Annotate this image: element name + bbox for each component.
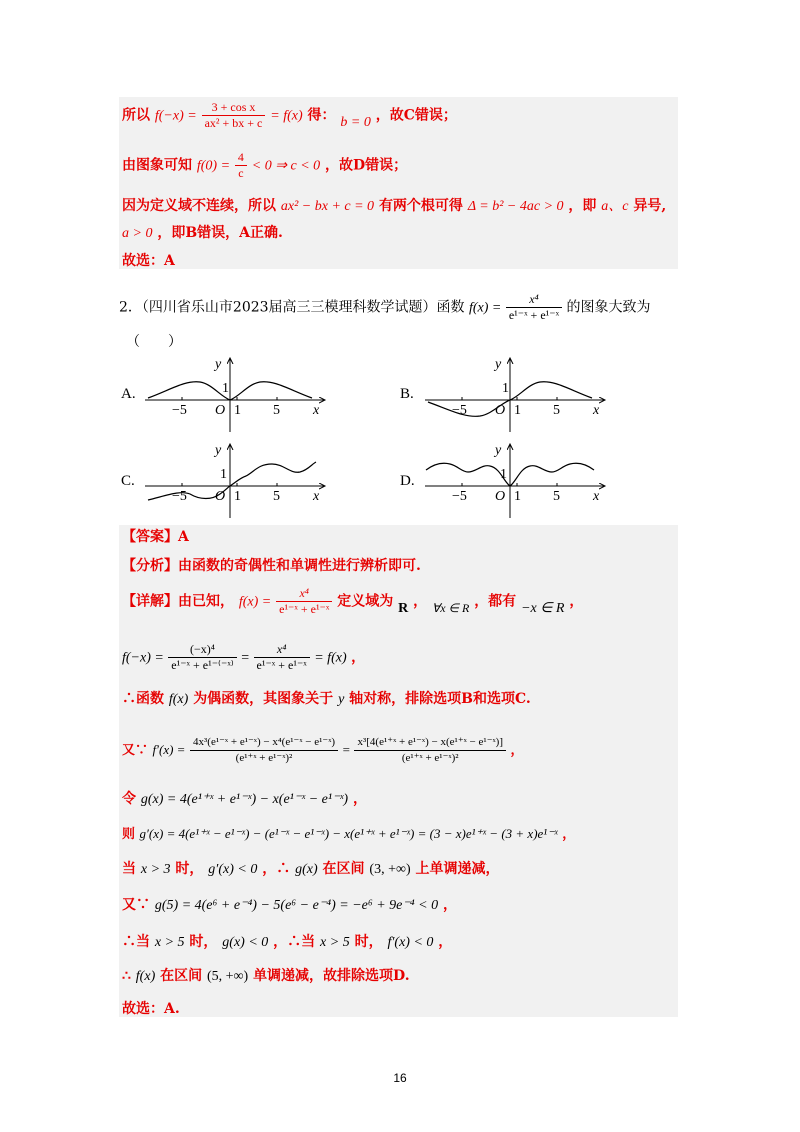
origin-label: O bbox=[495, 489, 506, 504]
x-tick-1: 1 bbox=[514, 403, 521, 418]
option-b-label[interactable]: B. bbox=[400, 386, 414, 402]
fraction-numerator: x⁴ bbox=[276, 642, 287, 656]
text: 轴对称，排除选项B和选项C. bbox=[349, 691, 531, 707]
fraction-numerator: 4 bbox=[237, 150, 244, 164]
x-label: x bbox=[593, 403, 600, 418]
option-c-label[interactable]: C. bbox=[121, 473, 135, 489]
text: ∴函数 bbox=[122, 691, 164, 707]
text: ，∴ bbox=[262, 861, 291, 877]
detail-line-6 bbox=[122, 825, 575, 844]
text: 为偶函数，其图象关于 bbox=[193, 691, 334, 707]
origin-label: O bbox=[215, 403, 226, 418]
text: 又∵ bbox=[122, 743, 149, 758]
math: y bbox=[338, 692, 345, 707]
analysis-line: 【分析】由函数的奇偶性和单调性进行辨析即可. bbox=[122, 558, 421, 574]
detail-line-10 bbox=[122, 967, 410, 986]
detail-line-8 bbox=[122, 896, 457, 915]
x-tick-1: 1 bbox=[234, 489, 241, 504]
math: f′(x) = bbox=[152, 742, 186, 757]
text: ， bbox=[442, 897, 457, 913]
y-label: y bbox=[215, 357, 222, 372]
math: −x ∈ R bbox=[521, 600, 565, 616]
text: ，即B错误，A正确. bbox=[157, 225, 283, 241]
text: 在区间 bbox=[160, 968, 203, 984]
solution-line-4 bbox=[122, 224, 283, 243]
text: 上单调递减， bbox=[415, 861, 500, 877]
fraction bbox=[276, 586, 332, 617]
math: g(x) < 0 bbox=[222, 935, 269, 950]
math: x > 3 bbox=[140, 862, 171, 877]
math: = bbox=[241, 650, 250, 666]
fraction bbox=[506, 292, 562, 323]
fraction-denominator: (e¹⁺ˣ + e¹⁻ˣ)² bbox=[354, 750, 506, 766]
text: ， bbox=[351, 649, 366, 666]
fraction-denominator: ax² + bx + c bbox=[202, 115, 266, 131]
option-d-label[interactable]: D. bbox=[400, 473, 415, 489]
fraction-denominator: e¹⁻ˣ + e¹⁻⁽⁻ˣ⁾ bbox=[168, 657, 236, 673]
graph-option-c bbox=[140, 438, 330, 518]
text: 【详解】由已知， bbox=[122, 593, 234, 610]
x-tick-1: 1 bbox=[514, 489, 521, 504]
math: < 0 ⇒ c < 0 bbox=[251, 158, 321, 174]
math: f(x) bbox=[168, 692, 189, 707]
fraction-denominator: e¹⁻ˣ + e¹⁻ˣ bbox=[254, 657, 310, 673]
fraction-denominator: c bbox=[235, 165, 247, 181]
math: g(5) = 4(e⁶ + e⁻⁴) − 5(e⁶ − e⁻⁴) = −e⁶ + 9e⁻⁴ < 0 bbox=[154, 898, 439, 913]
detail-line-7 bbox=[122, 860, 499, 879]
math: f(x) bbox=[135, 969, 156, 984]
math: g′(x) = 4(e¹⁺ˣ − e¹⁻ˣ) − (e¹⁻ˣ − e¹⁻ˣ) − x(e¹⁺ˣ + e¹⁻ˣ) = (3 − x)e¹⁺ˣ − (3 + x)e¹⁻ˣ bbox=[139, 826, 558, 841]
x-label: x bbox=[313, 489, 320, 504]
math: f(−x) = bbox=[154, 108, 197, 124]
math: ax² − bx + c = 0 bbox=[280, 199, 375, 214]
math: g′(x) < 0 bbox=[208, 862, 258, 877]
text: 在区间 bbox=[322, 861, 365, 877]
math: f(−x) = bbox=[122, 650, 164, 666]
math: g(x) = 4(e¹⁺ˣ + e¹⁻ˣ) − x(e¹⁻ˣ − e¹⁻ˣ) bbox=[140, 792, 349, 807]
math: ∀x ∈ R bbox=[431, 600, 470, 615]
math: = f(x) bbox=[314, 650, 347, 666]
text: ，∴当 bbox=[273, 934, 316, 950]
option-a-label[interactable]: A. bbox=[121, 386, 136, 402]
answer-line: 【答案】A bbox=[122, 529, 189, 545]
x-tick-5: 5 bbox=[553, 489, 560, 504]
solution-line-5: 故选：A bbox=[122, 253, 175, 269]
y-label: y bbox=[495, 357, 502, 372]
x-tick-5: 5 bbox=[273, 489, 280, 504]
text: 令 bbox=[122, 791, 136, 807]
text: 有两个根可得 bbox=[378, 198, 463, 214]
fraction bbox=[202, 100, 266, 131]
question-text: 的图象大致为 bbox=[566, 299, 651, 316]
x-tick-1: 1 bbox=[234, 403, 241, 418]
y-tick-1: 1 bbox=[222, 381, 229, 396]
fraction-numerator: x⁴ bbox=[299, 586, 309, 600]
text: ， bbox=[562, 827, 576, 842]
math: (3, +∞) bbox=[369, 862, 411, 877]
text: ， bbox=[352, 791, 367, 807]
text: 因为定义域不连续，所以 bbox=[122, 198, 276, 214]
detail-line-4 bbox=[122, 735, 524, 766]
text: 异号, bbox=[633, 198, 667, 214]
math: f(x) = bbox=[469, 300, 502, 316]
x-tick-neg5: −5 bbox=[452, 489, 467, 504]
solution-line-3 bbox=[122, 197, 666, 216]
solution-line-1 bbox=[122, 100, 457, 131]
math: f(x) = bbox=[238, 594, 272, 610]
math: R bbox=[398, 600, 409, 616]
text: 单调递减，故排除选项D. bbox=[253, 968, 410, 984]
text: ， bbox=[413, 593, 428, 610]
fraction-denominator: (e¹⁺ˣ + e¹⁻ˣ)² bbox=[190, 750, 338, 766]
detail-line-3 bbox=[122, 690, 531, 709]
text: ， bbox=[569, 593, 584, 610]
fraction-numerator: 4x³(e¹⁻ˣ + e¹⁻ˣ) − x⁴(e¹⁻ˣ − e¹⁻ˣ) bbox=[192, 736, 336, 748]
text: ，故D错误； bbox=[325, 157, 408, 174]
text: 由图象可知 bbox=[122, 157, 192, 174]
x-tick-neg5: −5 bbox=[172, 489, 187, 504]
math: = bbox=[342, 742, 350, 757]
detail-line-5 bbox=[122, 790, 367, 809]
x-tick-5: 5 bbox=[273, 403, 280, 418]
math: f(0) = bbox=[196, 158, 231, 174]
math: x > 5 bbox=[320, 935, 350, 950]
origin-label: O bbox=[215, 489, 226, 504]
text: 时， bbox=[189, 934, 218, 950]
y-tick-1: 1 bbox=[500, 467, 507, 482]
detail-line-1 bbox=[122, 586, 583, 617]
text: ，即 bbox=[568, 198, 597, 214]
text: 又∵ bbox=[122, 897, 150, 913]
text: 时， bbox=[354, 934, 383, 950]
x-tick-neg5: −5 bbox=[172, 403, 187, 418]
origin-label: O bbox=[495, 403, 506, 418]
y-tick-1: 1 bbox=[220, 467, 227, 482]
fraction-denominator: e¹⁻ˣ + e¹⁻ˣ bbox=[276, 601, 332, 617]
fraction bbox=[168, 642, 236, 673]
graph-option-a bbox=[140, 352, 330, 432]
text: 所以 bbox=[122, 107, 150, 124]
answer-parenthesis: （ ） bbox=[126, 334, 182, 350]
text: ，故C错误； bbox=[375, 107, 457, 124]
math: g(x) bbox=[295, 862, 318, 877]
text: ， bbox=[438, 934, 453, 950]
y-label: y bbox=[495, 443, 502, 458]
graph-option-b bbox=[420, 352, 610, 432]
x-tick-neg5: −5 bbox=[452, 403, 467, 418]
x-label: x bbox=[313, 403, 320, 418]
math: f′(x) < 0 bbox=[387, 935, 434, 950]
detail-line-2 bbox=[122, 642, 365, 673]
math: = f(x) bbox=[270, 108, 303, 124]
math: a > 0 bbox=[122, 226, 153, 241]
text: 得： bbox=[307, 107, 336, 124]
detail-line-11: 故选：A. bbox=[122, 1001, 180, 1017]
math: a、c bbox=[601, 199, 629, 214]
text: 则 bbox=[122, 827, 136, 842]
fraction-numerator: x⁴ bbox=[529, 292, 539, 306]
fraction bbox=[190, 735, 338, 766]
math: x > 5 bbox=[154, 935, 185, 950]
graph-option-d bbox=[420, 438, 610, 518]
text: ， bbox=[510, 743, 524, 758]
fraction bbox=[354, 735, 506, 766]
detail-line-9 bbox=[122, 933, 452, 952]
question-text: 2．（四川省乐山市2023届高三三模理科数学试题）函数 bbox=[119, 299, 465, 316]
math: b = 0 bbox=[340, 114, 371, 130]
y-label: y bbox=[215, 443, 222, 458]
question-2 bbox=[119, 292, 651, 323]
fraction-denominator: e¹⁻ˣ + e¹⁻ˣ bbox=[506, 307, 562, 323]
math: (5, +∞) bbox=[206, 969, 249, 984]
solution-line-2 bbox=[122, 150, 407, 181]
y-tick-1: 1 bbox=[502, 381, 509, 396]
fraction bbox=[254, 642, 310, 673]
text: 定义域为 bbox=[337, 593, 394, 610]
x-tick-5: 5 bbox=[553, 403, 560, 418]
fraction bbox=[235, 150, 247, 181]
text: 当 bbox=[122, 861, 136, 877]
text: 时， bbox=[175, 861, 204, 877]
page-number: 16 bbox=[393, 1071, 407, 1085]
text: ∴当 bbox=[122, 934, 150, 950]
fraction-numerator: 3 + cos x bbox=[211, 100, 256, 114]
fraction-numerator: x³[4(e¹⁺ˣ + e¹⁻ˣ) − x(e¹⁺ˣ − e¹⁻ˣ)] bbox=[357, 736, 504, 748]
text: ，都有 bbox=[474, 593, 517, 610]
x-label: x bbox=[593, 489, 600, 504]
math: Δ = b² − 4ac > 0 bbox=[467, 199, 564, 214]
text: ∴ bbox=[122, 968, 131, 984]
fraction-numerator: (−x)⁴ bbox=[190, 642, 215, 656]
